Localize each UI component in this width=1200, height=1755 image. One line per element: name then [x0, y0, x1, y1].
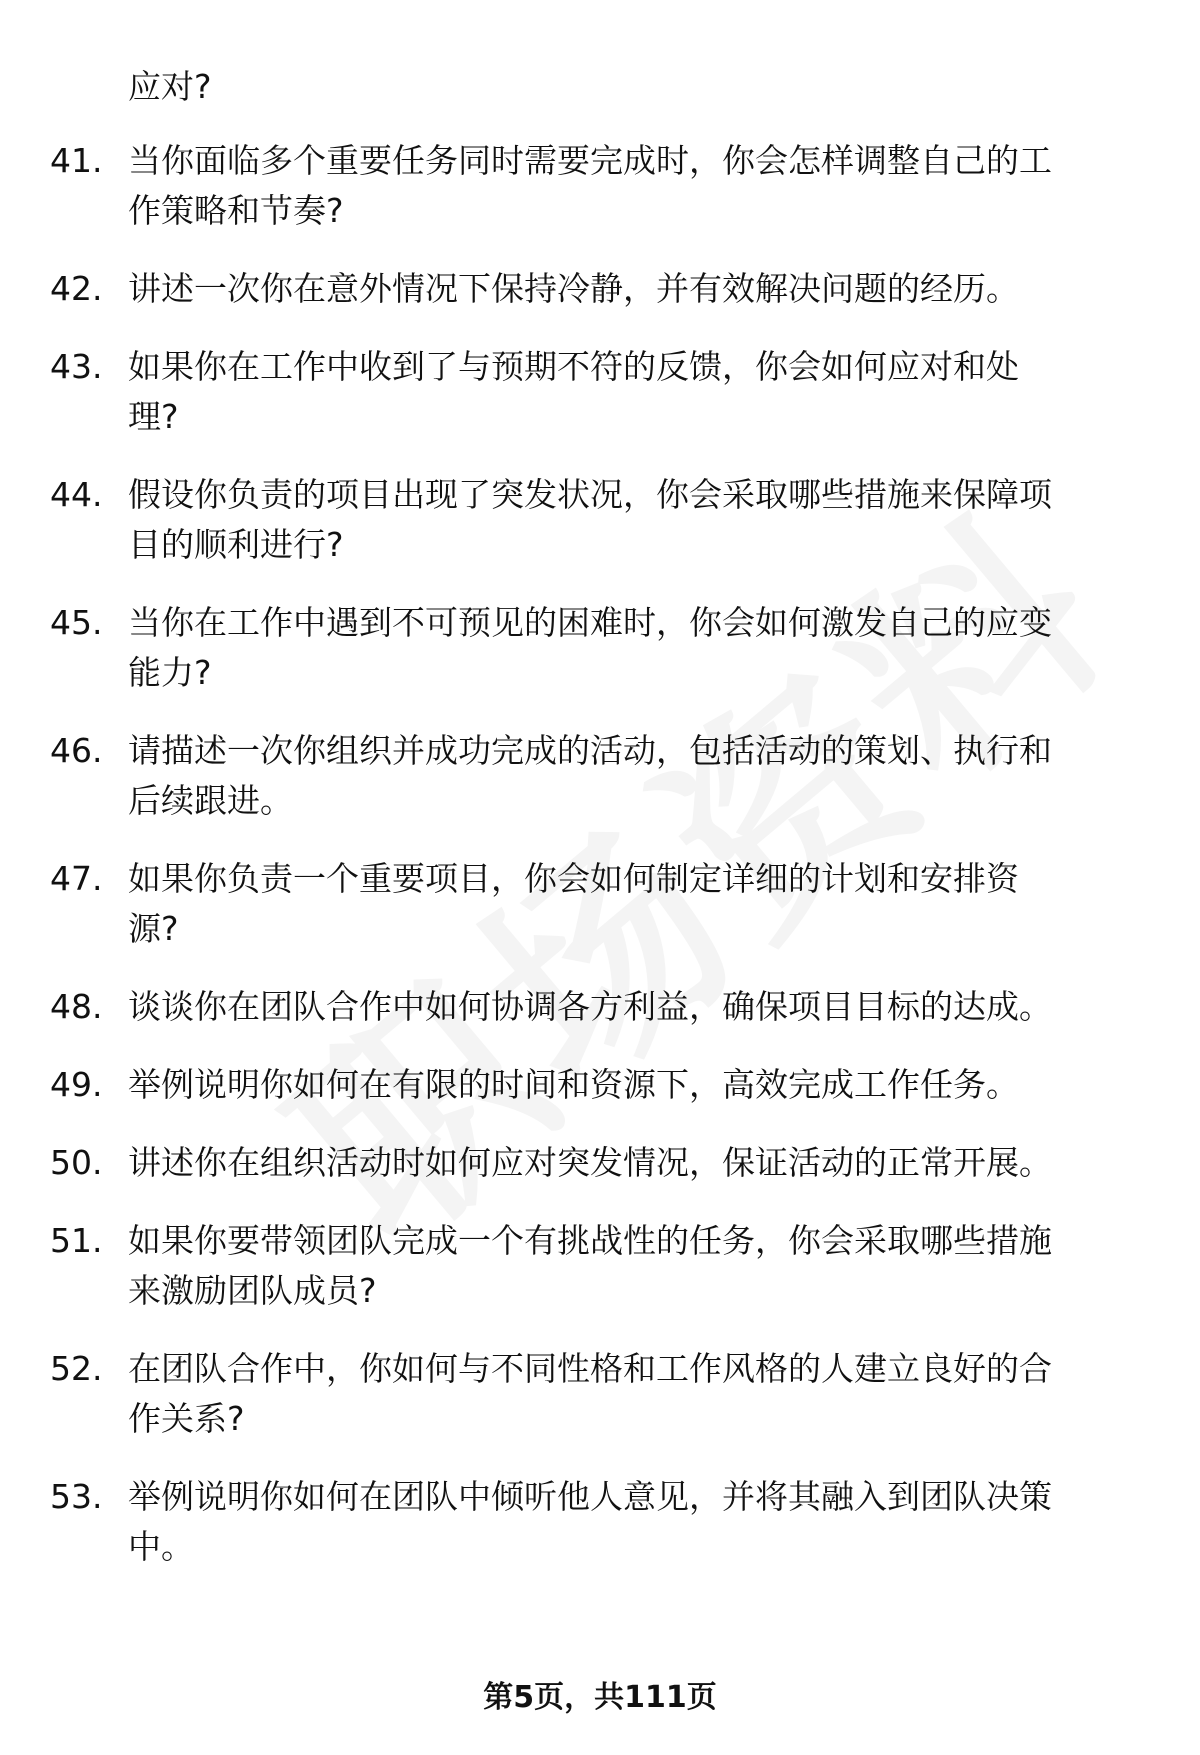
- question-number: 51.: [50, 1221, 103, 1260]
- question-text-line: 来激励团队成员?: [128, 1271, 377, 1310]
- question-text-line: 如果你要带领团队完成一个有挑战性的任务，你会采取哪些措施: [128, 1221, 1052, 1260]
- question-item: [0, 1344, 1148, 1444]
- question-item: [0, 264, 1148, 314]
- question-text-line: 作关系?: [128, 1399, 245, 1438]
- question-text-line: 假设你负责的项目出现了突发状况，你会采取哪些措施来保障项: [128, 475, 1052, 514]
- question-item: [0, 136, 1148, 236]
- question-item: [0, 726, 1148, 826]
- question-text-line: 当你在工作中遇到不可预见的困难时，你会如何激发自己的应变: [128, 603, 1052, 642]
- question-number: 50.: [50, 1143, 103, 1182]
- question-item: [0, 982, 1148, 1032]
- question-number: 47.: [50, 859, 103, 898]
- question-number: 43.: [50, 347, 103, 386]
- question-item: [0, 342, 1148, 442]
- question-text-line: 谈谈你在团队合作中如何协调各方利益，确保项目目标的达成。: [128, 987, 1052, 1026]
- question-number: 45.: [50, 603, 103, 642]
- question-text-line: 能力?: [128, 653, 212, 692]
- question-text-line: 在团队合作中，你如何与不同性格和工作风格的人建立良好的合: [128, 1349, 1052, 1388]
- continuation-text: 应对?: [128, 67, 212, 106]
- question-text-line: 理?: [128, 397, 179, 436]
- question-number: 52.: [50, 1349, 103, 1388]
- question-item: [0, 1472, 1148, 1572]
- question-number: 46.: [50, 731, 103, 770]
- question-text-line: 举例说明你如何在有限的时间和资源下，高效完成工作任务。: [128, 1065, 1019, 1104]
- question-number: 49.: [50, 1065, 103, 1104]
- question-number: 41.: [50, 141, 103, 180]
- question-text-line: 讲述一次你在意外情况下保持冷静，并有效解决问题的经历。: [128, 269, 1019, 308]
- question-text-line: 作策略和节奏?: [128, 191, 344, 230]
- question-item: [0, 1060, 1148, 1110]
- question-text-line: 当你面临多个重要任务同时需要完成时，你会怎样调整自己的工: [128, 141, 1052, 180]
- question-text-line: 如果你负责一个重要项目，你会如何制定详细的计划和安排资: [128, 859, 1019, 898]
- question-number: 48.: [50, 987, 103, 1026]
- question-item: [0, 598, 1148, 698]
- question-text-line: 举例说明你如何在团队中倾听他人意见，并将其融入到团队决策: [128, 1477, 1052, 1516]
- question-number: 42.: [50, 269, 103, 308]
- question-item: [0, 854, 1148, 954]
- question-text-line: 后续跟进。: [128, 781, 293, 820]
- question-list: [0, 136, 1200, 1600]
- question-text-line: 源?: [128, 909, 179, 948]
- question-text-line: 目的顺利进行?: [128, 525, 344, 564]
- question-number: 44.: [50, 475, 103, 514]
- question-text-line: 如果你在工作中收到了与预期不符的反馈，你会如何应对和处: [128, 347, 1019, 386]
- page-footer: 第5页，共111页: [483, 1680, 717, 1715]
- question-text-line: 中。: [128, 1527, 194, 1566]
- question-item: [0, 1216, 1148, 1316]
- question-item: [0, 470, 1148, 570]
- question-text-line: 讲述你在组织活动时如何应对突发情况，保证活动的正常开展。: [128, 1143, 1052, 1182]
- question-number: 53.: [50, 1477, 103, 1516]
- question-item: [0, 1138, 1148, 1188]
- question-text-line: 请描述一次你组织并成功完成的活动，包括活动的策划、执行和: [128, 731, 1052, 770]
